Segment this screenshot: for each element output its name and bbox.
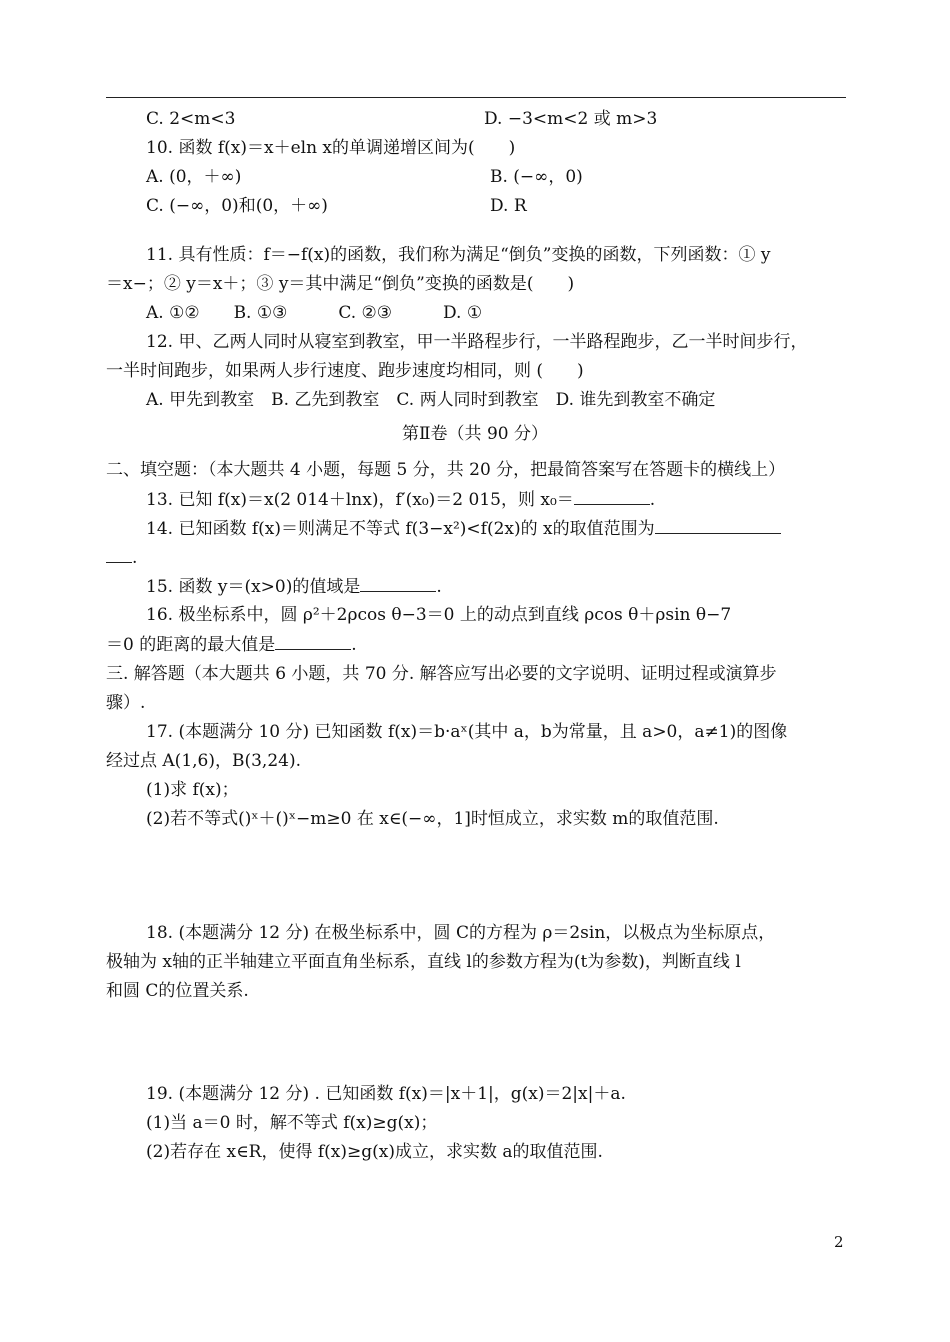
header-rule [106, 97, 846, 98]
option-d: D. −3<m<2 或 m>3 [484, 109, 658, 129]
question-18-line-3: 和圆 C的位置关系. [106, 981, 249, 1001]
question-12-options: A. 甲先到教室 B. 乙先到教室 C. 两人同时到教室 D. 谁先到教室不确定 [146, 390, 716, 410]
question-17-part-1: (1)求 f(x)； [146, 780, 239, 800]
question-11-line-2: ＝x−；② y＝x＋；③ y＝其中满足“倒负”变换的函数是( ) [106, 274, 575, 294]
question-13-text: 13. 已知 f(x)＝x(2 014＋lnx)，f′(x₀)＝2 015，则 x₀＝ [146, 490, 574, 510]
q9-options-row [146, 108, 846, 130]
question-16-line-1: 16. 极坐标系中，圆 ρ²＋2ρcos θ−3＝0 上的动点到直线 ρcos θ＋ρsin θ−7 [146, 605, 732, 625]
question-19-part-2: (2)若存在 x∈R，使得 f(x)≥g(x)成立，求实数 a的取值范围. [146, 1142, 603, 1162]
page-number: 2 [834, 1233, 844, 1251]
option-c: C. 2<m<3 [146, 109, 236, 129]
section-3-heading-line-1: 三. 解答题（本大题共 6 小题，共 70 分. 解答应写出必要的文字说明、证明过程或演算步 [106, 664, 777, 684]
answer-blank [106, 546, 132, 563]
question-19-part-1: (1)当 a＝0 时，解不等式 f(x)≥g(x)； [146, 1113, 438, 1133]
question-13 [146, 488, 655, 511]
question-15-period: . [436, 577, 442, 597]
q10-options-row-1 [146, 166, 846, 188]
question-17-part-2: (2)若不等式()ˣ＋()ˣ−m≥0 在 x∈(−∞，1]时恒成立，求实数 m的取值范围. [146, 809, 719, 829]
question-12-line-2: 一半时间跑步，如果两人步行速度、跑步速度均相同，则 ( ) [106, 361, 584, 381]
answer-blank [275, 633, 351, 650]
question-15-text: 15. 函数 y＝(x>0)的值域是 [146, 577, 361, 597]
part-2-heading: 第Ⅱ卷（共 90 分） [402, 424, 548, 444]
question-14-continuation [106, 546, 137, 569]
option-a: A. (0，＋∞) [146, 167, 242, 187]
question-16-period: . [351, 635, 357, 655]
question-11-options: A. ①② B. ①③ C. ②③ D. ① [146, 303, 483, 323]
question-17-line-2: 经过点 A(1,6)，B(3,24). [106, 751, 301, 771]
question-18-line-2: 极轴为 x轴的正半轴建立平面直角坐标系，直线 l的参数方程为(t为参数)，判断直线 l [106, 952, 741, 972]
section-2-heading: 二、填空题：（本大题共 4 小题，每题 5 分，共 20 分，把最简答案写在答题卡的横线上） [106, 460, 786, 480]
option-d: D. R [490, 196, 527, 216]
section-3-heading-line-2: 骤）. [106, 693, 146, 713]
option-b: B. (−∞，0) [490, 167, 583, 187]
question-16-text: ＝0 的距离的最大值是 [106, 635, 276, 655]
q10-options-row-2 [146, 195, 846, 217]
question-15 [146, 575, 442, 598]
question-11-line-1: 11. 具有性质：f＝−f(x)的函数，我们称为满足“倒负”变换的函数，下列函数：① y [146, 245, 771, 265]
question-13-period: . [649, 490, 656, 510]
answer-blank [655, 517, 781, 534]
question-19-line-1: 19. (本题满分 12 分) . 已知函数 f(x)＝|x＋1|，g(x)＝2|x|＋a. [146, 1084, 626, 1104]
answer-blank [360, 575, 436, 592]
answer-blank [574, 488, 650, 505]
question-17-line-1: 17. (本题满分 10 分) 已知函数 f(x)＝b·aˣ(其中 a，b为常量，且 a>0，a≠1)的图像 [146, 722, 788, 742]
question-14 [146, 517, 781, 540]
question-16-line-2 [106, 633, 357, 656]
question-12-line-1: 12. 甲、乙两人同时从寝室到教室，甲一半路程步行，一半路程跑步，乙一半时间步行， [146, 332, 808, 352]
option-c: C. (−∞，0)和(0，＋∞) [146, 196, 328, 216]
question-14-text: 14. 已知函数 f(x)＝则满足不等式 f(3−x²)<f(2x)的 x的取值范围为 [146, 519, 655, 539]
question-10: 10. 函数 f(x)＝x＋eln x的单调递增区间为( ) [146, 138, 516, 158]
question-14-period: . [132, 548, 138, 568]
question-18-line-1: 18. (本题满分 12 分) 在极坐标系中，圆 C的方程为 ρ＝2sin，以极点为坐标原点， [146, 923, 776, 943]
